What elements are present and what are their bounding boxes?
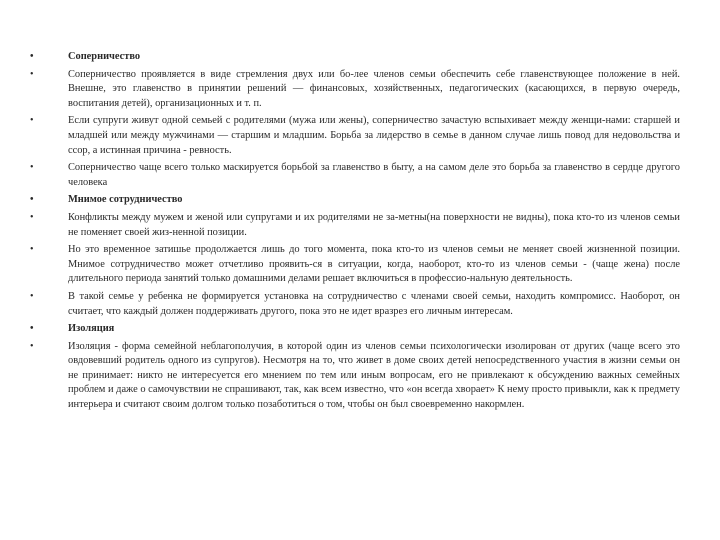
bullet-item: • Изоляция - форма семейной неблагополучия, в которой один из членов семьи психологически изолирован от других (чаще всего это овдовевший родитель одного из супругов). Несмотря на то, что живет в доме своих детей непосредственного участия в жизни семьи он не принимает: никто не интересуется его мнением по тем или иным вопросам, его не привлекают к обсуждению важных семейных проблем и даже о самочувствии не спрашивают, так, как всем известно, что «он всегда хворает» К нему просто привыкли, как к предмету интерьера и считают своим долгом только позаботиться о том, чтобы он был своевременно накормлен. (30, 340, 680, 413)
bullet-item: • В такой семье у ребенка не формируется установка на сотрудничество с членами своей семьи, находить компромисс. Наоборот, он считает, что каждый должен поддерживать другого, пока это не идет вразрез его личным интересам. (30, 290, 680, 319)
bullet-item: • Мнимое сотрудничество (30, 193, 680, 208)
bullet-item: • Соперничество (30, 50, 680, 65)
bullet-item: • Соперничество чаще всего только маскируется борьбой за главенство в быту, а на самом деле это борьба за главенство в сердце другого человека (30, 161, 680, 190)
bullet-item: • Но это временное затишье продолжается лишь до того момента, пока кто-то из членов семьи не меняет своей жизненной позиции. Мнимое сотрудничество может отчетливо проявить-ся в ситуации, когда, наоборот, кто-то из членов семьи - (чаще жена) после длительного периода занятий только домашними делами решает включиться в профессио-нальную деятельность. (30, 243, 680, 287)
bullet-item: • Соперничество проявляется в виде стремления двух или бо-лее членов семьи обеспечить себе главенствующее положение в ней. Внешне, это главенство в принятии решений — финансовых, хозяйственных, педагогических (касающихся, в первую очередь, воспитания детей), организационных и т. п. (30, 68, 680, 112)
bullet-item: • Конфликты между мужем и женой или супругами и их родителями не за-метны(на поверхности не видны), пока кто-то из членов семьи не поменяет своей жиз-ненной позиции. (30, 211, 680, 240)
bullet-item: • Изоляция (30, 322, 680, 337)
bullet-list (30, 50, 680, 416)
bullet-item: • Если супруги живут одной семьей с родителями (мужа или жены), соперничество зачастую вспыхивает между женщи-нами: старшей и младшей или между мужчинами — старшим и младшим. Борьба за лидерство в семье в данном случае лишь повод для недовольства и ссор, а истинная причина - ревность. (30, 114, 680, 158)
